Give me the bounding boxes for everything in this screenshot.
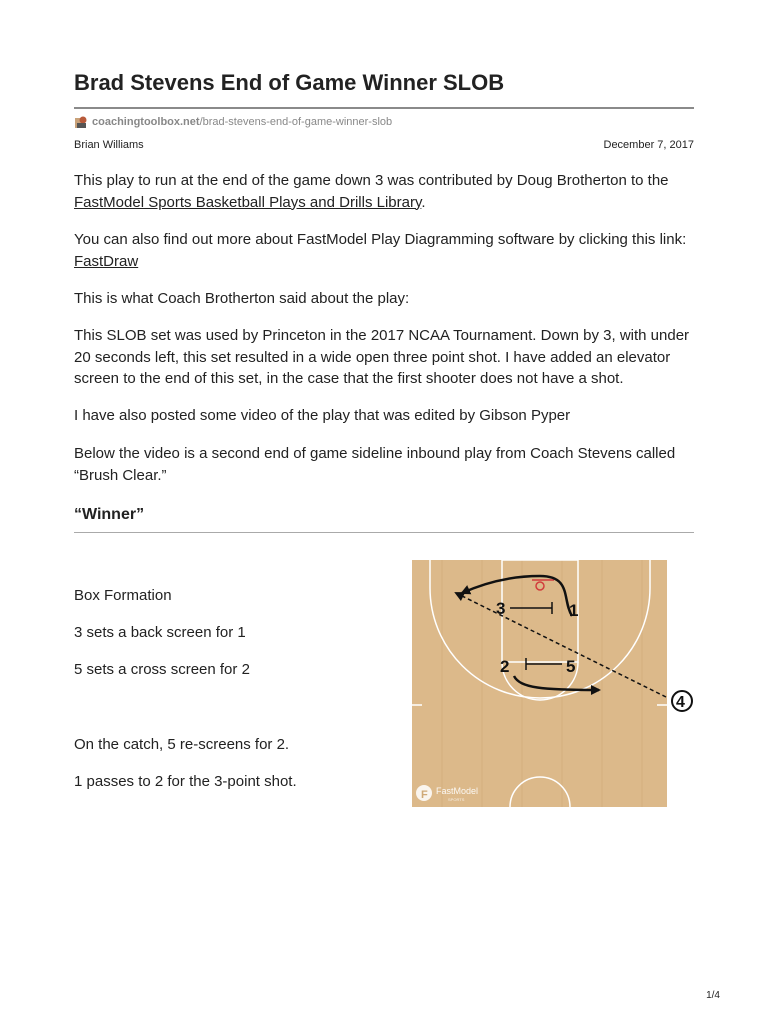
- section-heading: “Winner”: [74, 506, 145, 523]
- intro-paragraph-6: Below the video is a second end of game sideline inbound play from Coach Stevens called “Brush Clear.”: [74, 445, 676, 484]
- site-favicon-icon: [74, 115, 88, 129]
- library-link[interactable]: FastModel Sports Basketball Plays and Drills Library: [74, 193, 422, 211]
- step-item: On the catch, 5 re-screens for 2.: [74, 736, 290, 753]
- player-2: 2: [500, 657, 510, 676]
- source-url[interactable]: [74, 115, 392, 129]
- watermark-text: FastModel: [436, 786, 479, 796]
- byline: [74, 139, 694, 151]
- intro-paragraph-5: I have also posted some video of the play that was edited by Gibson Pyper: [74, 407, 571, 424]
- step-item: 1 passes to 2 for the 3-point shot.: [74, 773, 297, 790]
- author: Brian Williams: [74, 139, 144, 151]
- intro-paragraph-3: This is what Coach Brotherton said about the play:: [74, 290, 410, 307]
- intro-p1-text: This play to run at the end of the game down 3 was contributed by Doug Brotherton to the: [74, 172, 669, 189]
- player-4: 4: [676, 694, 685, 711]
- intro-paragraph-2: [74, 229, 694, 272]
- publish-date: December 7, 2017: [603, 139, 694, 151]
- watermark-subtext: SPORTS: [448, 797, 465, 802]
- page-number: 1/4: [706, 990, 720, 1001]
- source-path[interactable]: /brad-stevens-end-of-game-winner-slob: [199, 116, 393, 128]
- step-item: 5 sets a cross screen for 2: [74, 661, 250, 678]
- svg-text:F: F: [421, 789, 428, 801]
- fastdraw-link[interactable]: FastDraw: [74, 252, 139, 270]
- section-divider: [74, 532, 694, 533]
- player-5: 5: [566, 657, 576, 676]
- court-floor: [412, 560, 667, 807]
- player-3: 3: [496, 599, 506, 618]
- play-diagram: [412, 560, 685, 807]
- intro-p1-end: .: [421, 193, 426, 211]
- intro-paragraph-4: This SLOB set was used by Princeton in the 2017 NCAA Tournament. Down by 3, with under 20 seconds left, this set resulted in a wide open three point shot. I have added an elevator screen to the end of this set, in the case that the first shooter does not have a shot.: [74, 327, 690, 387]
- title-divider: [74, 107, 694, 109]
- step-item: 3 sets a back screen for 1: [74, 624, 246, 641]
- page-title: Brad Stevens End of Game Winner SLOB: [74, 70, 505, 95]
- intro-p2-text: You can also find out more about FastModel Play Diagramming software by clicking this link:: [74, 231, 687, 248]
- step-item: Box Formation: [74, 587, 172, 604]
- intro-paragraph-1: [74, 170, 694, 213]
- player-1: 1: [569, 601, 579, 620]
- source-domain[interactable]: coachingtoolbox.net: [92, 116, 200, 128]
